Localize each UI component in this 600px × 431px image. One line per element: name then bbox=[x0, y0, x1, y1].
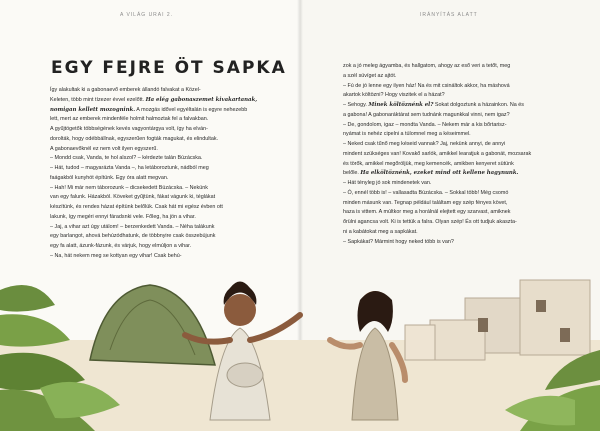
text-segment: – Sapkákat? Mármint hogy neked több is van? bbox=[343, 238, 454, 245]
text-segment: belőle. bbox=[343, 170, 361, 177]
text-line bbox=[343, 199, 586, 209]
text-segment: Így alakultak ki a gabonaevő emberek állandó falvakat a Közel- bbox=[50, 87, 201, 93]
text-line bbox=[343, 169, 586, 179]
text-segment: a gabona! A gabonaráktárat sem tudnánk magunkkal vinni, nem igaz? bbox=[343, 111, 510, 118]
text-line bbox=[343, 150, 586, 160]
running-head-left: A VILÁG URAI 2. bbox=[120, 12, 174, 18]
text-line bbox=[50, 164, 293, 174]
text-line bbox=[343, 121, 586, 131]
text-segment: lakunk, így megéri ennyi fáradsnki vele. Főleg, ha jön a vihar. bbox=[50, 213, 196, 220]
text-segment: van egy falunk. Házakból. Köveket gyűjtünk, fákat vágunk ki, téglákat bbox=[50, 194, 216, 201]
text-line bbox=[343, 130, 586, 140]
text-line bbox=[50, 86, 293, 96]
text-segment: Sokat dolgoztunk a házainkon. Na és bbox=[433, 102, 524, 108]
text-segment: Keleten, több mint tízezer évvel ezelőtt. bbox=[50, 96, 146, 103]
text-line bbox=[50, 184, 293, 194]
right-body-text bbox=[343, 62, 586, 247]
running-head-right: IRÁNYÍTÁS ALATT bbox=[420, 12, 478, 18]
text-line bbox=[50, 213, 293, 223]
text-line bbox=[50, 96, 293, 106]
text-line bbox=[343, 228, 586, 238]
text-line bbox=[50, 106, 293, 116]
text-line bbox=[50, 125, 293, 135]
chapter-title: EGY FEJRE ÖT SAPKA bbox=[51, 58, 287, 78]
emphasized-text: Minek költöznénk el? bbox=[368, 102, 434, 108]
text-segment: – Neked csak tűnő meg késeid vannak? Jaj, nekünk annyi, de annyi bbox=[343, 141, 506, 147]
reed-hut bbox=[90, 285, 215, 365]
text-segment: ni a kabátokat meg a sapkákat. bbox=[343, 228, 418, 235]
text-segment: készítünk, és rendes házat építünk belőlük. Csak hát mi egész évben ott bbox=[50, 204, 223, 210]
emphasized-text: nomigan kellett mozognink. bbox=[50, 106, 136, 113]
text-segment: minden másunk van. Tegnap például találtam egy szép fényes követ, bbox=[343, 199, 508, 206]
text-segment: akartok költözni? Hogy viszitek el a házat? bbox=[343, 92, 445, 99]
text-line bbox=[343, 72, 586, 82]
text-line bbox=[343, 160, 586, 170]
text-segment: egy barlangot, ahová behúzódhatunk, de többnyire csak összebújunk bbox=[50, 233, 216, 240]
text-line bbox=[343, 62, 586, 72]
text-segment: – Jaj, a vihar azt úgy utálom! – berzenkedett Vanda. – Néha talákunk bbox=[50, 223, 215, 230]
text-segment: mindent szükséges van! Kovakő sarlók, amikkel learatjuk a gabonát, mozsarak bbox=[343, 150, 532, 157]
text-line bbox=[50, 154, 293, 164]
text-segment: nyámat is nehéz cipelni a túlomnel meg a késeimmel. bbox=[343, 131, 471, 138]
text-line bbox=[50, 115, 293, 125]
text-line bbox=[50, 223, 293, 233]
text-segment: zok a jó meleg ágyamba, és hallgatom, ahogy az eső veri a tetőt, meg bbox=[343, 63, 511, 69]
text-segment: egy fa alatt, ázunk-fázunk, és várjuk, hogy elmúljon a vihar. bbox=[50, 243, 192, 249]
text-segment: – Sehogy. bbox=[343, 102, 369, 108]
text-line bbox=[343, 218, 586, 228]
text-line bbox=[50, 242, 293, 252]
text-segment: – De, gondolom, igaz – mondta Vanda. – Nekem már a kis bőrtarisz- bbox=[343, 121, 507, 128]
text-segment: – Mondd csak, Vanda, te hol alszol? – kérdezte talán Búzácska. bbox=[50, 155, 203, 162]
text-line bbox=[343, 82, 586, 92]
text-line bbox=[343, 208, 586, 218]
text-segment: A gabonaevőknél ez nem volt ilyen egyszerű. bbox=[50, 145, 158, 152]
text-segment: haza is vittem. A múltkor meg a horálnál elejtett egy szarvast, amiknek bbox=[343, 209, 511, 216]
text-line bbox=[343, 91, 586, 101]
text-segment: lett, mert az emberek mindenféle holmit halmoztak fel a falvakban. bbox=[50, 116, 209, 123]
text-segment: – Hát, tudod – magyarázta Vanda –, ha letáboroztunk, nádból meg bbox=[50, 165, 209, 171]
text-line bbox=[50, 145, 293, 155]
text-segment: és törők, amikkel megőröljük, meg kemencék, amikben kenyeret sütünk bbox=[343, 160, 514, 167]
left-body-text bbox=[50, 86, 293, 262]
text-segment: – Hát tényleg jó sok mindenetek van. bbox=[343, 180, 432, 186]
text-segment: őrülni agancsa volt. Ki is tettük a falra. Olyan szép! És ott tudjuk akaszta- bbox=[343, 219, 517, 225]
text-segment: – Ó, ennél több is! – vallasadta Búzácska. – Sokkal több! Még csomó bbox=[343, 189, 509, 196]
text-line bbox=[50, 232, 293, 242]
text-segment: faágakból kunyhót építünk. Egy óra alatt megvan. bbox=[50, 174, 169, 181]
text-line bbox=[343, 238, 586, 248]
text-line bbox=[343, 179, 586, 189]
emphasized-text: Ha elköltöznénk, ezeket mind ott kellene hagynunk. bbox=[360, 170, 519, 177]
text-line bbox=[50, 174, 293, 184]
text-line bbox=[50, 135, 293, 145]
illustration bbox=[0, 270, 600, 431]
text-segment: – Na, hát nekem meg se kottyan egy vihar! Csak behú- bbox=[50, 252, 182, 259]
emphasized-text: Ha elég gabonaszemet kivakartanak, bbox=[145, 96, 258, 103]
text-line bbox=[343, 189, 586, 199]
text-segment: dorolták, hogy odébbállnak, egyszerűen fogták magukat, és elindultak. bbox=[50, 135, 219, 142]
text-segment: A gyűjtögetők többségének kevés vagyontárgya volt, így ha elván- bbox=[50, 126, 208, 132]
text-segment: a szél süvíget az ajtót. bbox=[343, 72, 397, 79]
text-line bbox=[343, 111, 586, 121]
text-segment: – Hah! Mi már nem táborozunk – dicsekedett Búzácska. – Nekünk bbox=[50, 184, 208, 191]
mudbrick-settlement bbox=[405, 280, 590, 360]
text-line bbox=[343, 101, 586, 111]
text-line bbox=[50, 252, 293, 262]
text-line bbox=[50, 203, 293, 213]
text-segment: A mozgás idővel egyéltalán is egyre nehezebb bbox=[135, 106, 248, 113]
text-line bbox=[50, 193, 293, 203]
text-line bbox=[343, 140, 586, 150]
text-segment: – Fú de jó lenne egy ilyen ház! Na és mit csináltok akkor, ha máshová bbox=[343, 82, 510, 89]
